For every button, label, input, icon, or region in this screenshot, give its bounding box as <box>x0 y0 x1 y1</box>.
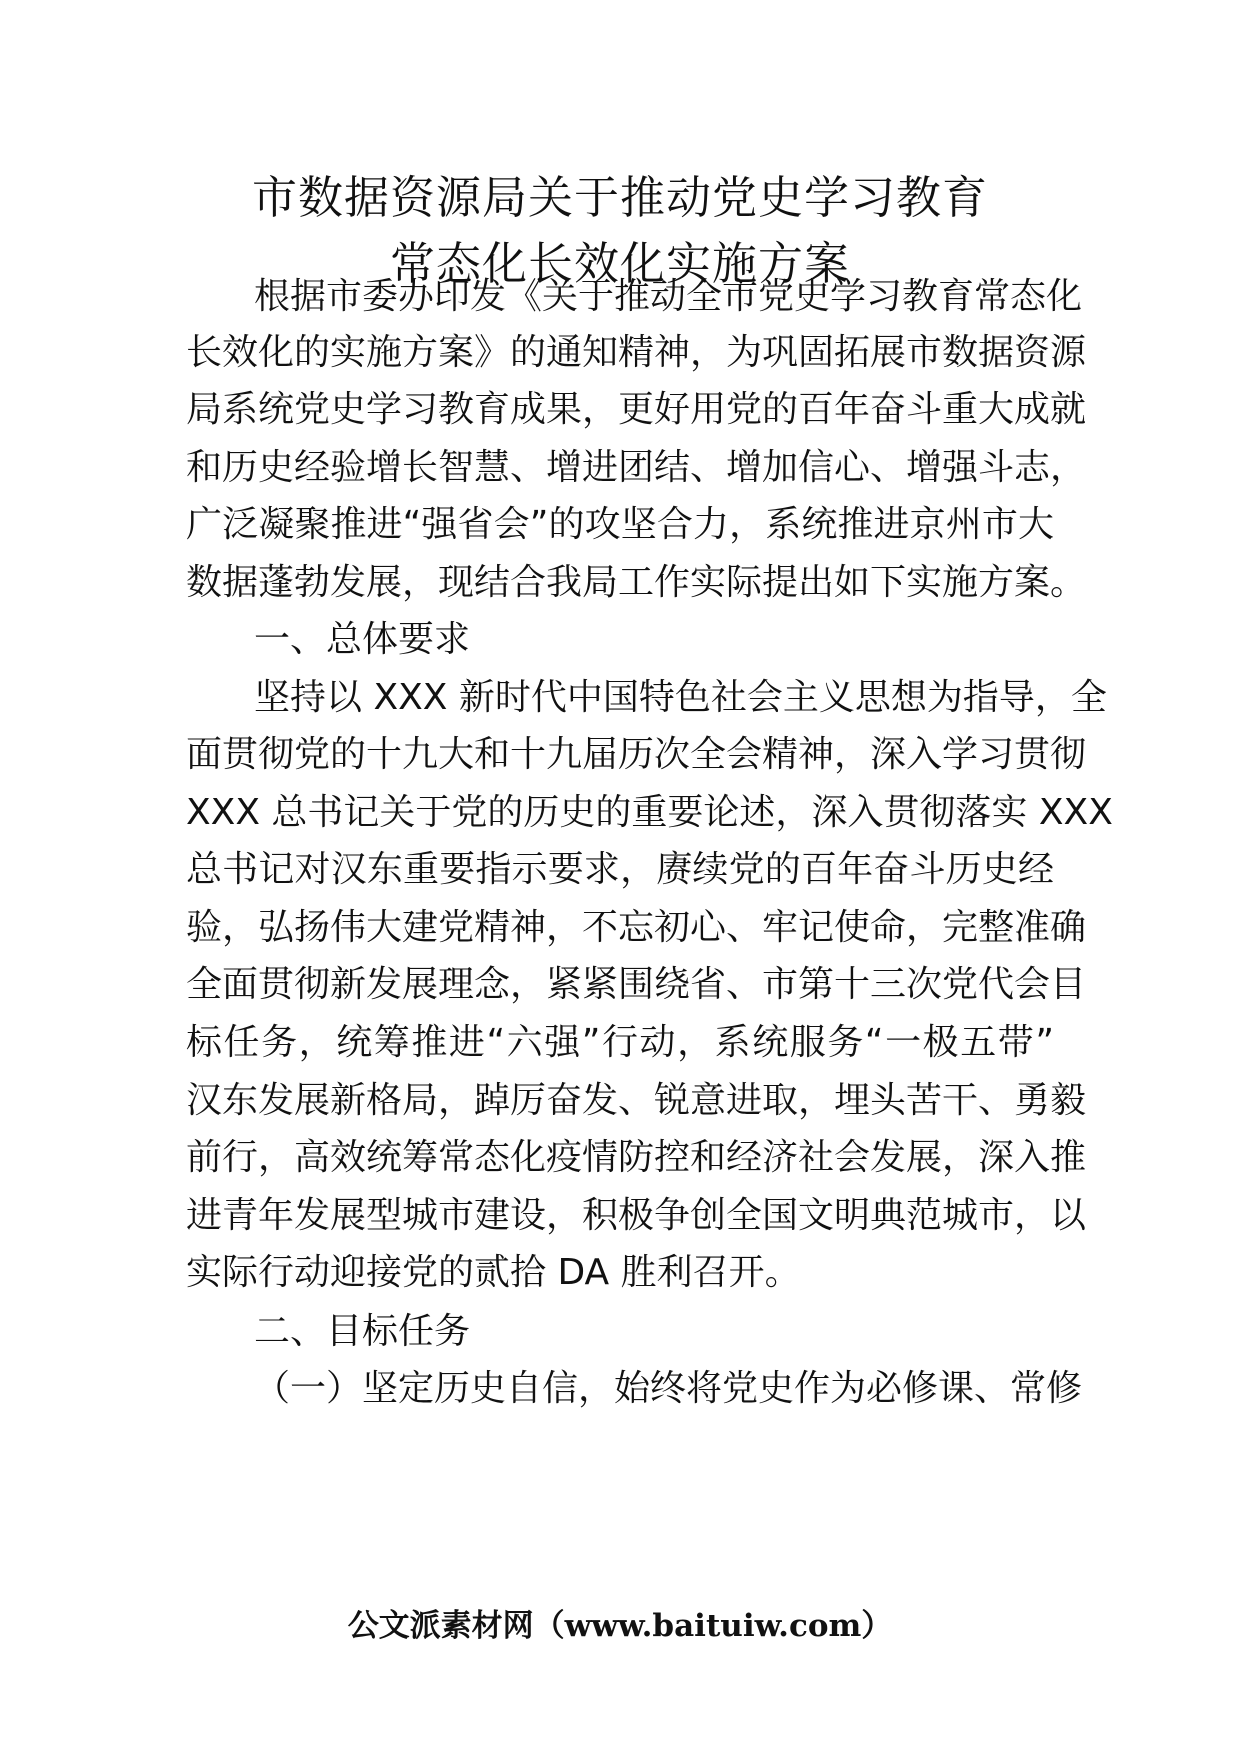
paragraph-2-line-4: 总书记对汉东重要指示要求，赓续党的百年奋斗历史经 <box>186 849 1054 890</box>
page-footer-source: 公文派素材网（www.baituiw.com） <box>347 1608 893 1644</box>
paragraph-1-line-2: 长效化的实施方案》的通知精神，为巩固拓展市数据资源 <box>186 332 1087 373</box>
section-1-heading: 一、总体要求 <box>254 619 471 660</box>
paragraph-2-line-9: 前行，高效统筹常态化疫情防控和经济社会发展，深入推 <box>186 1137 1087 1178</box>
paragraph-2-line-1: 坚持以 XXX 新时代中国特色社会主义思想为指导，全 <box>254 677 1107 718</box>
paragraph-2-line-2: 面贯彻党的十九大和十九届历次全会精神，深入学习贯彻 <box>186 734 1087 775</box>
paragraph-1-line-3: 局系统党史学习教育成果，更好用党的百年奋斗重大成就 <box>186 389 1087 430</box>
document-title-line-1: 市数据资源局关于推动党史学习教育 <box>251 171 988 224</box>
paragraph-1-line-6: 数据蓬勃发展，现结合我局工作实际提出如下实施方案。 <box>186 562 1087 603</box>
paragraph-1-line-5: 广泛凝聚推进“强省会”的攻坚合力，系统推进京州市大 <box>186 504 1054 545</box>
paragraph-1-line-4: 和历史经验增长智慧、增进团结、增加信心、增强斗志， <box>186 447 1087 488</box>
paragraph-2-line-8: 汉东发展新格局，踔厉奋发、锐意进取，埋头苦干、勇毅 <box>186 1080 1087 1121</box>
paragraph-2-line-10: 进青年发展型城市建设，积极争创全国文明典范城市，以 <box>186 1195 1087 1236</box>
paragraph-1-line-1: 根据市委办印发《关于推动全市党史学习教育常态化 <box>254 276 1083 317</box>
paragraph-2-line-11: 实际行动迎接党的贰拾 DA 胜利召开。 <box>186 1252 801 1293</box>
section-2-heading: 二、目标任务 <box>254 1311 471 1352</box>
paragraph-3-line-1: （一）坚定历史自信，始终将党史作为必修课、常修 <box>254 1368 1083 1409</box>
paragraph-2-line-7: 标任务，统筹推进“六强”行动，系统服务“一极五带” <box>186 1022 1054 1063</box>
paragraph-2-line-3: XXX 总书记关于党的历史的重要论述，深入贯彻落实 XXX <box>186 792 1113 833</box>
document-title-line-2: 常态化长效化实施方案 <box>389 237 850 290</box>
paragraph-2-line-6: 全面贯彻新发展理念，紧紧围绕省、市第十三次党代会目 <box>186 964 1087 1005</box>
paragraph-2-line-5: 验，弘扬伟大建党精神，不忘初心、牢记使命，完整准确 <box>186 907 1087 948</box>
